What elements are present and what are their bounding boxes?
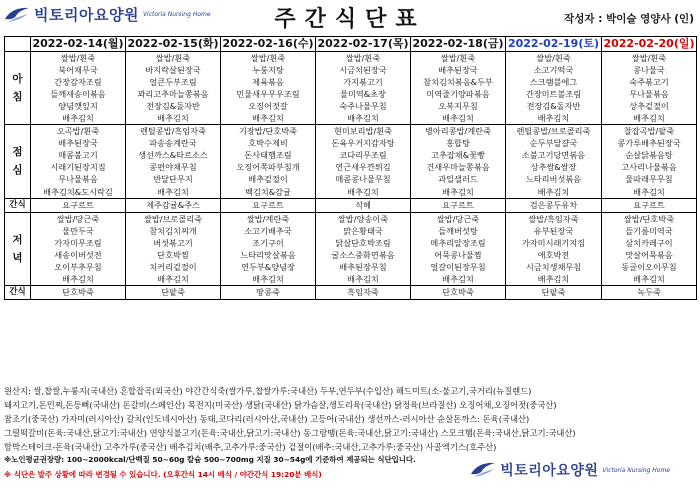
dish-item: 현미보리밥/흰죽 [333,126,393,137]
dish-item: 들기름미역국 [625,225,673,236]
dish-item: 호박수제비 [248,138,288,149]
logo-subtext: Victoria Nursing Home [142,11,211,18]
dish-item: 조기구이 [252,237,284,248]
logo-text: 빅토리아요양원 [34,6,139,24]
night-snack-cell: 흑임자죽 [316,285,411,299]
dinner-label: 저 녁 [5,212,31,285]
dish-item: 간장감자조림 [54,77,102,88]
breakfast-cell [506,52,602,125]
dish-item: 바지락살된장국 [145,65,201,76]
night-snack-cell: 땅콩죽 [221,285,316,299]
dish-item: 배추김치 [157,186,189,197]
dish-item: 배추김치 [157,113,189,124]
dish-item: 쌀밥/흑임자죽 [528,213,579,224]
logo-bird-icon [470,460,496,480]
dish-item: 가자미시래기지짐 [521,237,586,248]
dish-item: 배추김치 [252,273,284,284]
dinner-row [5,212,697,285]
lunch-cell [126,125,221,198]
origin-line: 돼지고기,돈민찌,돈등뼈(국내산) 돈갈비(스페인산) 목전지(미국산) 생닭(국내산) 닭가슴살,생도리육(국내산) 닭정육(브라질산) 오징어채,오징어젓(중국산) [4,400,557,411]
dish-item: 배추김치 [633,273,665,284]
footer-logo [470,460,670,480]
dish-item: 배추김치 [62,273,94,284]
afternoon-snack-cell: 제주감귤&주스 [126,198,221,212]
afternoon-snack-cell: 검은콩두유차 [506,198,602,212]
dish-item: 소고기배추국 [244,225,292,236]
lunch-label: 점 심 [5,125,31,198]
night-snack-cell: 단팥죽 [126,285,221,299]
dish-item: 양념깻잎지 [58,101,98,112]
dish-item: 배추겉절이 [248,174,288,185]
date-header: 2022-02-14(월) [32,37,124,50]
dinner-cell [602,212,697,285]
lunch-row [5,125,697,198]
dish-item: 매콤콩나물무침 [335,174,391,185]
footer-logo-subtext: Victoria Nursing Home [602,466,670,474]
breakfast-cell [411,52,506,125]
notes [4,452,416,482]
dish-item: 콩편야채무침 [149,162,197,173]
dish-item: 오이부추무침 [54,261,102,272]
dish-item: 렌틸콩밥/브로콜리죽 [516,126,591,137]
lunch-cell [506,125,602,198]
dish-item: 배추김치 [537,113,570,124]
lunch-cell [221,125,316,198]
dish-item: 맑은황태국 [343,225,383,236]
breakfast-cell [316,52,411,125]
dish-item: 쌀밥/흰죽 [631,53,667,63]
dish-item: 배추김치 [62,113,94,124]
dish-item: 기장밥/단호박죽 [238,126,298,137]
afternoon-snack-cell: 요구르트 [31,198,126,212]
dish-item: 상추쌈&쌈장 [530,162,577,173]
dish-item: 느타리버섯볶음 [525,174,582,185]
dish-item: 닭살단호박조림 [335,237,391,248]
dish-item: 전장김&돌자반 [526,101,581,112]
date-header-sunday: 2022-02-20(일) [603,37,695,50]
afternoon-snack-row [5,198,697,212]
origin-line: 참조기(중국산) 가자미(러시아산) 갈치(인도네시아산) 동태,코다리(러시아산,국내산) 고등어(국내산) 생선까스-러시아산 순살돈까스: 돈육(국내산) [4,414,530,425]
afternoon-snack-cell: 요구르트 [411,198,506,212]
dish-item: 메추리알장조림 [430,237,486,248]
dish-item: 꽈리고추마늘쫑볶음 [137,89,209,100]
dish-item: 찰잡곡밥/팥죽 [623,126,675,137]
change-notice: ※ 식단은 발주 상황에 따라 변경될 수 있습니다. (오후간식 14시 배식 / 야간간식 19:20분 배식) [4,470,322,479]
dish-item: 치커리겉절이 [149,261,197,272]
dish-item: 오징어쪽파부침개 [236,162,300,173]
date-header: 2022-02-16(수) [222,37,314,50]
dish-item: 고추잡채&꽃빵 [431,150,485,161]
corner-cell [5,37,31,52]
dish-item: 백김치&감귤 [245,186,291,197]
lunch-cell [31,125,126,198]
dish-item: 제육볶음 [252,77,284,88]
dish-item: 누룽지탕 [252,65,284,76]
dish-item: 버섯볶고기 [153,237,193,248]
origin-line: 원산지: 쌀,찹쌀,누룽지(국내산) 혼합잡곡(외국산) 야간간식죽(쌀가루,찹쌀가루:국내산) 두부,연두부(수입산) 해드미트(소-불고기,국거리(뉴질랜드) [4,386,532,396]
dish-item: 배추김치 [537,186,570,197]
header [0,0,700,36]
dish-item: 물미역&초장 [340,89,386,100]
dish-item: 애호박전 [537,249,570,260]
breakfast-cell [602,52,697,125]
dish-item: 쌀밥/당근죽 [56,213,100,224]
dish-item: 가지볶고기 [343,77,383,88]
dish-item: 느타리맛살볶음 [240,249,296,260]
dinner-cell [506,212,602,285]
dish-item: 전장김&돌자반 [146,101,200,112]
origin-info [4,384,696,454]
dish-item: 굴소스중화면볶음 [331,249,395,260]
dinner-cell [316,212,411,285]
dish-item: 배추김치 [347,186,379,197]
dish-item: 새송이버섯전 [54,249,102,260]
dish-item: 오복지무침 [438,101,478,112]
dish-item: 오징어젓갈 [248,101,288,112]
dish-item: 쌀밥/단호박죽 [623,213,675,224]
night-snack-cell: 단호박죽 [411,285,506,299]
dish-item: 스크램블에그 [529,77,578,88]
dish-item: 생선까스&타르소스 [138,150,208,161]
dish-item: 가자미무조림 [54,237,102,248]
night-snack-label: 간식 [5,285,31,299]
dish-item: 배추김치 [537,273,570,284]
dish-item: 쌀밥/흰죽 [440,53,476,63]
dish-item: 무나물볶음 [58,174,98,185]
dish-item: 단호박찜 [157,249,189,260]
dish-item: 과일샐러드 [438,174,478,185]
dish-item: 민물새우무우조림 [236,89,300,100]
date-header-saturday: 2022-02-19(토) [506,37,602,52]
dish-item: 오곡밥/흰죽 [56,126,100,137]
dish-item: 쌀밥/흰죽 [536,53,571,63]
dish-item: 물만두국 [62,225,94,236]
dish-item: 쌀밥/흰죽 [345,53,381,63]
dish-item: 쌀밥/계란죽 [246,213,290,224]
breakfast-row [5,52,697,125]
breakfast-cell [126,52,221,125]
footer-logo-text: 빅토리아요양원 [500,463,599,479]
dish-item: 간장미트볼조림 [525,89,582,100]
night-snack-cell: 녹두죽 [602,285,697,299]
dish-item: 동글이오이무침 [621,261,677,272]
dish-item: 배추김치 [252,113,284,124]
dish-item: 맛살어묵볶음 [625,249,673,260]
dish-item: 어묵콩나물찜 [434,249,482,260]
dish-item: 쌀밥/흰죽 [250,53,286,63]
dish-item: 순살닭볶음탕 [625,150,673,161]
breakfast-cell [31,52,126,125]
dish-item: 콩가루배추된장국 [617,138,681,149]
dish-item: 소불고기당면볶음 [521,150,586,161]
night-snack-cell: 단팥죽 [506,285,602,299]
lunch-cell [602,125,697,198]
dish-item: 돈사태햄조림 [244,150,292,161]
afternoon-snack-cell: 요구르트 [602,198,697,212]
night-snack-row [5,285,697,299]
dish-item: 배추김치 [442,273,474,284]
menu-table [4,36,697,300]
afternoon-snack-label: 간식 [5,198,31,212]
dish-item: 건새우마늘쫑볶음 [426,162,490,173]
lunch-cell [411,125,506,198]
dinner-cell [31,212,126,285]
dish-item: 참치김치찌개 [149,225,197,236]
author-line: 작성자 : 박이슬 영양사 (인) [564,13,694,25]
dish-item: 순두부달걀국 [529,138,578,149]
dish-item: 들깨새송이볶음 [50,89,106,100]
origin-line: 함박스테이크-돈육(국내산) 고추가루(중국산) 배추김치(배추,고추가루:중국산) 겉절이(배추:국내산,고추가루:중국산) 사골엑기스(호주산) [4,442,497,453]
dish-item: 콩나물국 [633,65,665,76]
dinner-cell [221,212,316,285]
origin-line: 그릴떡갈비(돈육:국내산,닭고기:국내산) 연양식불고기(돈육:국내산,닭고기:국내산) 동그랑땡(돈육:국내산,닭고기:국내산) 스모크햄(돈육:국내산,닭고기:국내산) [4,428,576,439]
night-snack-cell: 단호박죽 [31,285,126,299]
dish-item: 상추겉절이 [629,101,669,112]
dinner-cell [126,212,221,285]
breakfast-label: 아 침 [5,52,31,125]
dish-item: 삼치카레구이 [625,237,673,248]
dish-item: 얼갈이된장무침 [430,261,486,272]
dish-item: 배추된장무침 [339,261,387,272]
dish-item: 파송송계란국 [149,138,197,149]
dish-item: 연근새우깐튀김 [335,162,391,173]
dish-item: 쌀밥/브로콜리죽 [143,213,203,224]
dish-item: 배추김치 [347,113,379,124]
dish-item: 코다리무조림 [339,150,387,161]
date-header: 2022-02-18(금) [412,37,504,50]
dish-item: 배추김치 [157,273,189,284]
dish-item: 쌀밥/당근죽 [436,213,480,224]
dish-item: 반달단무지 [153,174,193,185]
dish-item: 쌀밥/흰죽 [155,53,191,63]
dish-item: 고사리나물볶음 [621,162,677,173]
date-header-row [5,37,697,52]
date-header: 2022-02-17(목) [317,37,409,50]
nutrition-note: ※노인평균권장량: 100~2000kcal/단백질 50~60g 칼슘 500~700mg 지질 30~54g에 기준하여 제공되는 식단입니다. [4,455,416,464]
page-title: 주간식단표 [274,7,426,32]
dish-item: 연두부&양념장 [241,261,295,272]
dish-item: 참치김치볶음&두부 [423,77,493,88]
dish-item: 배추김치 [442,186,474,197]
dish-item: 미역줄기양파볶음 [426,89,490,100]
afternoon-snack-cell: 식혜 [316,198,411,212]
dish-item: 숙주나물무침 [339,101,387,112]
dish-item: 배추된장국 [58,138,98,149]
dish-item: 배추김치 [633,186,665,197]
dish-item: 렌틸콩밥/흑임자죽 [139,126,207,137]
breakfast-cell [221,52,316,125]
dish-item: 시래기된장지짐 [50,162,106,173]
dish-item: 시금치된장국 [339,65,387,76]
date-header: 2022-02-15(화) [127,37,219,50]
dish-item: 홍합탕 [446,138,470,149]
dish-item: 유부된장국 [533,225,574,236]
dish-item: 숙주볶고기 [629,77,669,88]
dish-item: 무나물볶음 [629,89,669,100]
dish-item: 배추된장국 [438,65,478,76]
dish-item: 매콤불고기 [58,150,98,161]
dish-item: 배추김치 [442,113,474,124]
dish-item: 배추김치 [347,273,379,284]
dish-item: 돈육우거지감자탕 [331,138,395,149]
dish-item: 물파래무무침 [625,174,673,185]
lunch-cell [316,125,411,198]
dish-item: 북어채무국 [58,65,98,76]
dish-item: 쌀밥/양송이죽 [337,213,389,224]
dish-item: 시금치생채무침 [525,261,582,272]
dish-item: 배추김치&도시락김 [43,186,113,197]
dish-item: 얼큰두부조림 [149,77,197,88]
dish-item: 병아리콩밥/계란죽 [424,126,492,137]
dish-item: 쌀밥/흰죽 [60,53,96,63]
afternoon-snack-cell: 요구르트 [221,198,316,212]
dish-item: 들깨버섯탕 [438,225,478,236]
dinner-cell [411,212,506,285]
dish-item: 소고기떡국 [533,65,574,76]
dish-item: 배추김치 [633,113,665,124]
